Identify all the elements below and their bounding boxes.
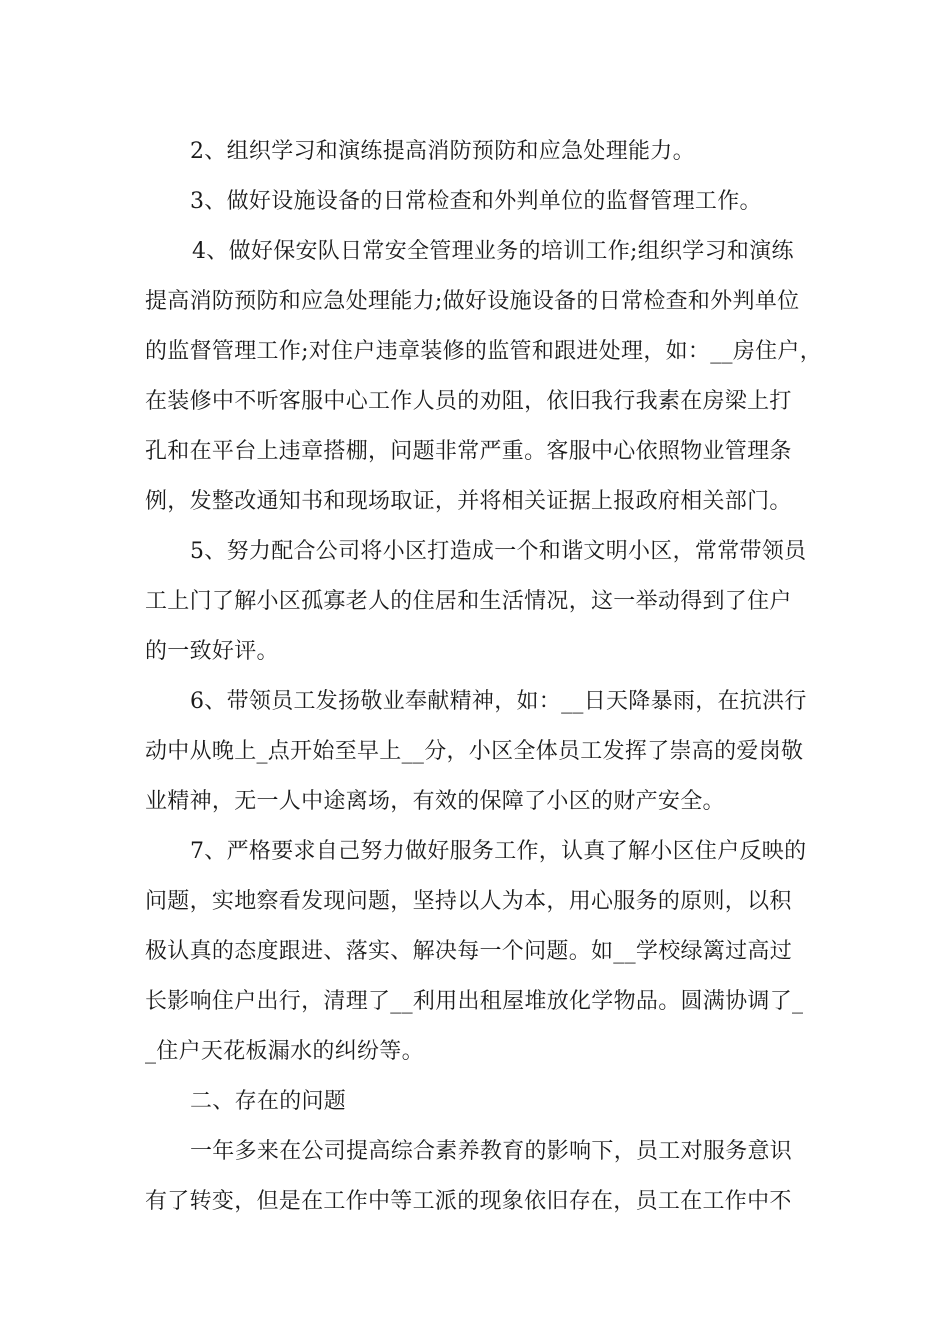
item-3-line: 3、做好设施设备的日常检查和外判单位的监督管理工作。 xyxy=(190,189,762,214)
item-4-line-6: 例，发整改通知书和现场取证，并将相关证据上报政府相关部门。 xyxy=(145,489,792,514)
item-5-line-1: 5、努力配合公司将小区打造成一个和谐文明小区，常常带领员 xyxy=(190,539,807,564)
item-4-line-2: 提高消防预防和应急处理能力;做好设施设备的日常检查和外判单位 xyxy=(145,289,800,314)
problems-line-2: 有了转变，但是在工作中等工派的现象依旧存在，员工在工作中不 xyxy=(145,1189,792,1214)
item-4-line-4: 在装修中不听客服中心工作人员的劝阻，依旧我行我素在房梁上打 xyxy=(145,389,792,414)
item-7-line-5: _住户天花板漏水的纠纷等。 xyxy=(145,1039,424,1064)
item-5-line-2: 工上门了解小区孤寡老人的住居和生活情况，这一举动得到了住户 xyxy=(145,589,792,614)
item-7-line-2: 问题，实地察看发现问题，坚持以人为本，用心服务的原则，以积 xyxy=(145,889,792,914)
item-7-line-4: 长影响住户出行，清理了__利用出租屋堆放化学物品。圆满协调了_ xyxy=(145,989,804,1014)
item-7-line-1: 7、严格要求自己努力做好服务工作，认真了解小区住户反映的 xyxy=(190,839,807,864)
item-6-line-3: 业精神，无一人中途离场，有效的保障了小区的财产安全。 xyxy=(145,789,725,814)
item-6-line-2: 动中从晚上_点开始至早上__分，小区全体员工发挥了崇高的爱岗敬 xyxy=(145,739,804,764)
item-7-line-3: 极认真的态度跟进、落实、解决每一个问题。如__学校绿篱过高过 xyxy=(145,939,793,964)
item-2-line: 2、组织学习和演练提高消防预防和应急处理能力。 xyxy=(190,139,695,164)
item-5-line-3: 的一致好评。 xyxy=(145,639,279,664)
item-4-line-5: 孔和在平台上违章搭棚，问题非常严重。客服中心依照物业管理条 xyxy=(145,439,792,464)
section-heading-problems: 二、存在的问题 xyxy=(190,1089,347,1114)
item-4-line-1: 4、做好保安队日常安全管理业务的培训工作;组织学习和演练 xyxy=(192,239,794,264)
item-6-line-1: 6、带领员工发扬敬业奉献精神，如：__日天降暴雨，在抗洪行 xyxy=(190,689,807,714)
item-4-line-3: 的监督管理工作;对住户违章装修的监管和跟进处理，如：__房住户， xyxy=(145,339,823,364)
problems-line-1: 一年多来在公司提高综合素养教育的影响下，员工对服务意识 xyxy=(190,1139,793,1164)
